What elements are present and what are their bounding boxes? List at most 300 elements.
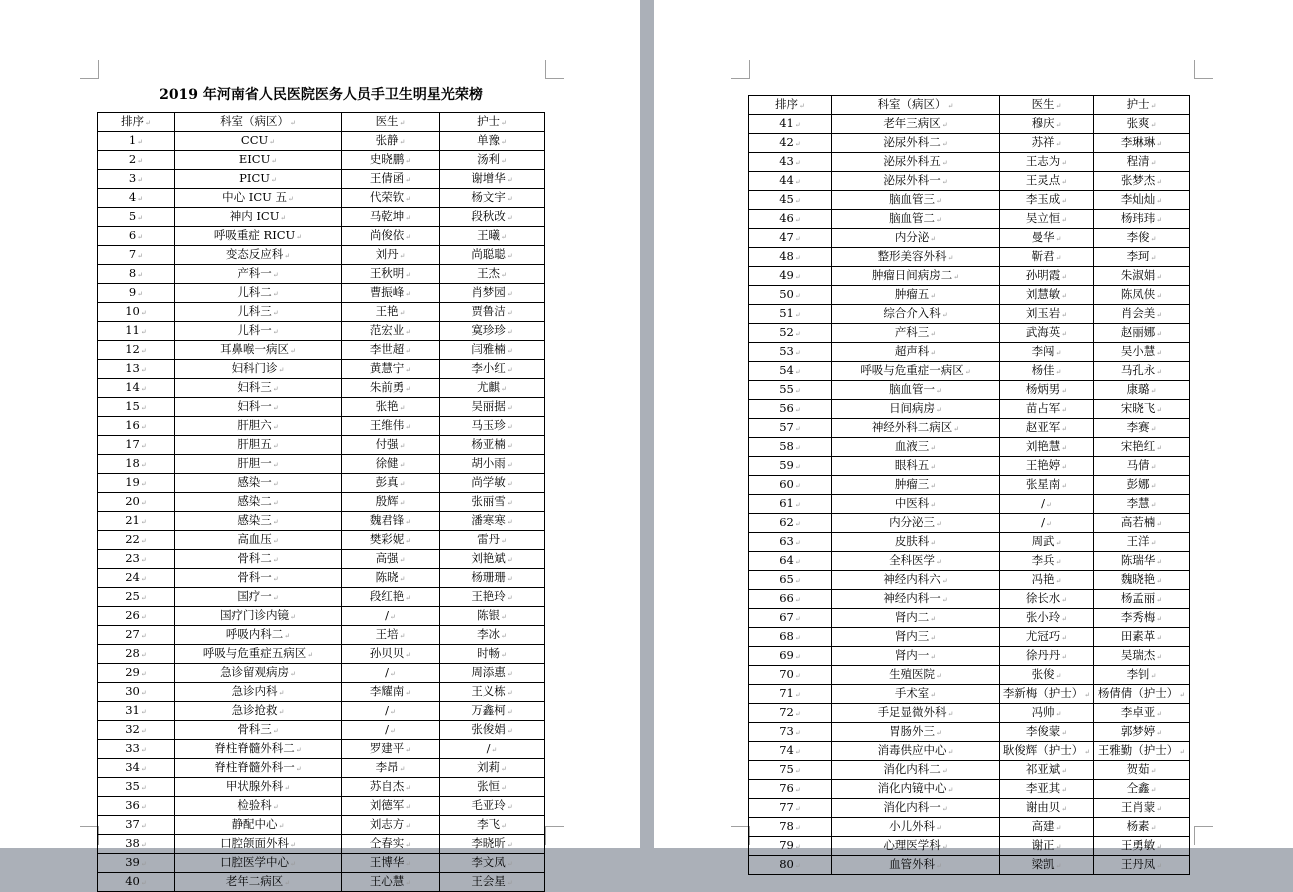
crop-mark [1194,60,1213,79]
cell-nurse: 陈瑞华 ↵ [1094,552,1190,571]
cell-department: 小儿外科 ↵ [832,818,1000,837]
cell-nurse: 李飞 ↵ [440,816,545,835]
cell-doctor: / ↵ [342,702,440,721]
crop-mark [545,826,564,845]
cell-department: 中心 ICU 五 ↵ [175,189,342,208]
cell-department: 老年三病区 ↵ [832,115,1000,134]
cell-index: 47 ↵ [749,229,832,248]
table-row [98,132,545,151]
cell-index: 58 ↵ [749,438,832,457]
document-page-1 [0,0,640,888]
cell-doctor: 史晓鹏 ↵ [342,151,440,170]
table-row [749,647,1190,666]
table-row [749,533,1190,552]
table-row [98,664,545,683]
cell-department: 骨科二 ↵ [175,550,342,569]
cell-index: 53 ↵ [749,343,832,362]
cell-nurse: 王义栋 ↵ [440,683,545,702]
cell-doctor: 冯艳 ↵ [1000,571,1094,590]
cell-doctor: 李世超 ↵ [342,341,440,360]
cell-department: 变态反应科 ↵ [175,246,342,265]
cell-doctor: / ↵ [342,664,440,683]
cell-index: 1 ↵ [98,132,175,151]
table-row [749,666,1190,685]
cell-doctor: 徐丹丹 ↵ [1000,647,1094,666]
cell-department: 急诊抢救 ↵ [175,702,342,721]
cell-doctor: 苏自杰 ↵ [342,778,440,797]
cell-index: 19 ↵ [98,474,175,493]
cell-department: 脊柱脊髓外科二 ↵ [175,740,342,759]
cell-department: 骨科三 ↵ [175,721,342,740]
cell-department: 产科三 ↵ [832,324,1000,343]
cell-doctor: 李俊蒙 ↵ [1000,723,1094,742]
cell-doctor: 王志为 ↵ [1000,153,1094,172]
cell-doctor: 樊彩妮 ↵ [342,531,440,550]
cell-nurse: 马倩 ↵ [1094,457,1190,476]
cell-nurse: 王杰 ↵ [440,265,545,284]
cell-doctor: 孙明霞 ↵ [1000,267,1094,286]
cell-nurse: 贺茹 ↵ [1094,761,1190,780]
cell-nurse: 段秋改 ↵ [440,208,545,227]
table-row [98,151,545,170]
table-row [98,284,545,303]
cell-index: 29 ↵ [98,664,175,683]
cell-nurse: 魏晓艳 ↵ [1094,571,1190,590]
cell-index: 32 ↵ [98,721,175,740]
cell-nurse: 肖梦园 ↵ [440,284,545,303]
cell-department: 消毒供应中心 ↵ [832,742,1000,761]
cell-department: 检验科 ↵ [175,797,342,816]
table-row [98,436,545,455]
cell-department: 消化内镜中心 ↵ [832,780,1000,799]
cell-doctor: 李昂 ↵ [342,759,440,778]
cell-index: 75 ↵ [749,761,832,780]
cell-index: 25 ↵ [98,588,175,607]
cell-nurse: 杨孟丽 ↵ [1094,590,1190,609]
cell-index: 51 ↵ [749,305,832,324]
cell-nurse: 吴丽据 ↵ [440,398,545,417]
table-row [98,512,545,531]
table-row [98,816,545,835]
cell-department: 胃肠外三 ↵ [832,723,1000,742]
cell-department: 中医科 ↵ [832,495,1000,514]
cell-department: 感染三 ↵ [175,512,342,531]
cell-doctor: 张艳 ↵ [342,398,440,417]
cell-department: 综合介入科 ↵ [832,305,1000,324]
cell-index: 44 ↵ [749,172,832,191]
table-row [98,474,545,493]
cell-index: 26 ↵ [98,607,175,626]
table-row [749,343,1190,362]
table-row [98,398,545,417]
cell-index: 14 ↵ [98,379,175,398]
table-row [98,607,545,626]
table-row [98,170,545,189]
cell-doctor: 殷辉 ↵ [342,493,440,512]
cell-index: 62 ↵ [749,514,832,533]
cell-doctor: 李耀南 ↵ [342,683,440,702]
cell-index: 15 ↵ [98,398,175,417]
cell-nurse: 潘寒寒 ↵ [440,512,545,531]
table-row [98,265,545,284]
cell-nurse: 李琳琳 ↵ [1094,134,1190,153]
cell-doctor: 黄慧宁 ↵ [342,360,440,379]
cell-department: 消化内科一 ↵ [832,799,1000,818]
cell-department: 高血压 ↵ [175,531,342,550]
cell-index: 13 ↵ [98,360,175,379]
cell-index: 18 ↵ [98,455,175,474]
cell-department: 内分泌 ↵ [832,229,1000,248]
cell-department: 急诊留观病房 ↵ [175,664,342,683]
cell-index: 56 ↵ [749,400,832,419]
cell-doctor: 杨佳 ↵ [1000,362,1094,381]
table-row [749,609,1190,628]
cell-nurse: 王雅勤（护士） ↵ [1094,742,1190,761]
table-row [98,873,545,892]
table-row [98,645,545,664]
cell-department: 妇科三 ↵ [175,379,342,398]
cell-department: 消化内科二 ↵ [832,761,1000,780]
cell-nurse: 时畅 ↵ [440,645,545,664]
cell-nurse: 陈银 ↵ [440,607,545,626]
cell-index: 70 ↵ [749,666,832,685]
cell-doctor: 尤冠巧 ↵ [1000,628,1094,647]
table-row [98,683,545,702]
cell-department: 肾内二 ↵ [832,609,1000,628]
cell-doctor: 吴立恒 ↵ [1000,210,1094,229]
cell-doctor: 靳君 ↵ [1000,248,1094,267]
cell-department: 呼吸与危重症五病区 ↵ [175,645,342,664]
cell-nurse: 吴小慧 ↵ [1094,343,1190,362]
cell-department: 手术室 ↵ [832,685,1000,704]
table-row [98,493,545,512]
table-row [749,248,1190,267]
crop-mark [545,60,564,79]
cell-department: 耳鼻喉一病区 ↵ [175,341,342,360]
cell-department: 肝胆六 ↵ [175,417,342,436]
cell-department: 妇科一 ↵ [175,398,342,417]
table-row [98,588,545,607]
table-row [98,227,545,246]
cell-nurse: 张丽雪 ↵ [440,493,545,512]
table-row [749,286,1190,305]
cell-nurse: 朱淑娟 ↵ [1094,267,1190,286]
cell-department: 脊柱脊髓外科一 ↵ [175,759,342,778]
cell-department: EICU ↵ [175,151,342,170]
cell-index: 3 ↵ [98,170,175,189]
table-row [749,514,1190,533]
cell-department: 肿瘤三 ↵ [832,476,1000,495]
cell-nurse: 雷丹 ↵ [440,531,545,550]
table-row [749,818,1190,837]
table-row [98,759,545,778]
cell-department: 全科医学 ↵ [832,552,1000,571]
cell-doctor: 谢由贝 ↵ [1000,799,1094,818]
table-row [98,417,545,436]
cell-index: 8 ↵ [98,265,175,284]
cell-doctor: 范宏业 ↵ [342,322,440,341]
cell-index: 60 ↵ [749,476,832,495]
cell-index: 71 ↵ [749,685,832,704]
cell-nurse: 贾鲁洁 ↵ [440,303,545,322]
cell-doctor: 刘德军 ↵ [342,797,440,816]
cell-department: 整形美容外科 ↵ [832,248,1000,267]
cell-department: 神经内科一 ↵ [832,590,1000,609]
cell-department: 肝胆五 ↵ [175,436,342,455]
cell-index: 40 ↵ [98,873,175,892]
cell-nurse: 宋晓飞 ↵ [1094,400,1190,419]
cell-index: 54 ↵ [749,362,832,381]
cell-index: 33 ↵ [98,740,175,759]
honor-roll-table-part-2 [748,95,1190,875]
cell-department: 老年二病区 ↵ [175,873,342,892]
header-doctor: 医生 ↵ [342,113,440,132]
cell-index: 2 ↵ [98,151,175,170]
cell-department: 国疗一 ↵ [175,588,342,607]
table-row [749,191,1190,210]
cell-index: 50 ↵ [749,286,832,305]
cell-index: 20 ↵ [98,493,175,512]
cell-doctor: 张静 ↵ [342,132,440,151]
cell-nurse: 毛亚玲 ↵ [440,797,545,816]
cell-nurse: 康璐 ↵ [1094,381,1190,400]
cell-doctor: 张小玲 ↵ [1000,609,1094,628]
table-row [749,229,1190,248]
cell-department: 呼吸内科二 ↵ [175,626,342,645]
cell-nurse: 单豫 ↵ [440,132,545,151]
cell-index: 61 ↵ [749,495,832,514]
cell-nurse: 王艳玲 ↵ [440,588,545,607]
cell-department: 肾内三 ↵ [832,628,1000,647]
cell-doctor: 李亚其 ↵ [1000,780,1094,799]
cell-department: 呼吸重症 RICU ↵ [175,227,342,246]
cell-doctor: 高强 ↵ [342,550,440,569]
cell-nurse: 尚聪聪 ↵ [440,246,545,265]
cell-doctor: 罗建平 ↵ [342,740,440,759]
cell-nurse: 谢增华 ↵ [440,170,545,189]
cell-nurse: 刘莉 ↵ [440,759,545,778]
cell-doctor: 李闯 ↵ [1000,343,1094,362]
cell-index: 66 ↵ [749,590,832,609]
cell-doctor: 王倩函 ↵ [342,170,440,189]
cell-index: 37 ↵ [98,816,175,835]
cell-nurse: 汤利 ↵ [440,151,545,170]
table-row [749,476,1190,495]
cell-doctor: 王心慧 ↵ [342,873,440,892]
cell-nurse: 闫雅楠 ↵ [440,341,545,360]
cell-nurse: 张爽 ↵ [1094,115,1190,134]
cell-department: 急诊内科 ↵ [175,683,342,702]
cell-department: 肾内一 ↵ [832,647,1000,666]
table-row [98,360,545,379]
cell-doctor: 祁亚斌 ↵ [1000,761,1094,780]
cell-nurse: 王会星 ↵ [440,873,545,892]
cell-department: 儿科三 ↵ [175,303,342,322]
cell-doctor: 张星南 ↵ [1000,476,1094,495]
cell-nurse: 张恒 ↵ [440,778,545,797]
cell-nurse: / ↵ [440,740,545,759]
table-row [749,799,1190,818]
cell-department: 脑血管一 ↵ [832,381,1000,400]
table-row [98,835,545,854]
cell-index: 31 ↵ [98,702,175,721]
cell-nurse: 李珂 ↵ [1094,248,1190,267]
table-row [98,379,545,398]
cell-index: 38 ↵ [98,835,175,854]
table-row [749,761,1190,780]
cell-nurse: 李小红 ↵ [440,360,545,379]
table-row [98,303,545,322]
cell-nurse: 陈凤侠 ↵ [1094,286,1190,305]
table-row [749,780,1190,799]
cell-index: 11 ↵ [98,322,175,341]
cell-department: 神经外科二病区 ↵ [832,419,1000,438]
table-row [98,550,545,569]
header-nurse: 护士 ↵ [1094,96,1190,115]
table-row [98,778,545,797]
cell-doctor: 苗占军 ↵ [1000,400,1094,419]
table-row [98,797,545,816]
table-row [749,685,1190,704]
table-header-row [749,96,1190,115]
table-row [98,189,545,208]
cell-index: 45 ↵ [749,191,832,210]
table-row [749,571,1190,590]
cell-index: 22 ↵ [98,531,175,550]
honor-roll-table-part-1 [97,112,545,892]
cell-doctor: 周武 ↵ [1000,533,1094,552]
table-row [749,590,1190,609]
cell-doctor: 王秋明 ↵ [342,265,440,284]
cell-department: 肿瘤日间病房二 ↵ [832,267,1000,286]
cell-index: 80 ↵ [749,856,832,875]
cell-index: 6 ↵ [98,227,175,246]
cell-nurse: 李慧 ↵ [1094,495,1190,514]
cell-department: 眼科五 ↵ [832,457,1000,476]
cell-doctor: 朱前勇 ↵ [342,379,440,398]
table-row [749,381,1190,400]
cell-doctor: 曹振峰 ↵ [342,284,440,303]
cell-doctor: 段红艳 ↵ [342,588,440,607]
cell-nurse: 李灿灿 ↵ [1094,191,1190,210]
cell-doctor: 赵亚军 ↵ [1000,419,1094,438]
cell-doctor: 刘志方 ↵ [342,816,440,835]
table-row [749,704,1190,723]
header-nurse: 护士 ↵ [440,113,545,132]
cell-doctor: 刘玉岩 ↵ [1000,305,1094,324]
cell-doctor: 耿俊辉（护士） ↵ [1000,742,1094,761]
cell-index: 49 ↵ [749,267,832,286]
cell-doctor: 刘慧敏 ↵ [1000,286,1094,305]
cell-index: 68 ↵ [749,628,832,647]
cell-department: 血管外科 ↵ [832,856,1000,875]
cell-index: 67 ↵ [749,609,832,628]
cell-department: 神内 ICU ↵ [175,208,342,227]
cell-department: 心理医学科 ↵ [832,837,1000,856]
cell-department: 呼吸与危重症一病区 ↵ [832,362,1000,381]
cell-department: 泌尿外科五 ↵ [832,153,1000,172]
table-row [749,115,1190,134]
cell-nurse: 尚学敏 ↵ [440,474,545,493]
table-row [749,742,1190,761]
cell-doctor: / ↵ [342,607,440,626]
cell-doctor: 王灵点 ↵ [1000,172,1094,191]
header-doctor: 医生 ↵ [1000,96,1094,115]
table-row [749,552,1190,571]
cell-doctor: 陈晓 ↵ [342,569,440,588]
cell-index: 30 ↵ [98,683,175,702]
cell-department: 血液三 ↵ [832,438,1000,457]
cell-index: 79 ↵ [749,837,832,856]
cell-doctor: 徐长水 ↵ [1000,590,1094,609]
table-row [749,134,1190,153]
cell-doctor: 张俊 ↵ [1000,666,1094,685]
cell-nurse: 仝鑫 ↵ [1094,780,1190,799]
table-header-row [98,113,545,132]
table-row [98,626,545,645]
header-department: 科室（病区） ↵ [832,96,1000,115]
cell-index: 34 ↵ [98,759,175,778]
cell-doctor: 尚俊依 ↵ [342,227,440,246]
cell-department: 肿瘤五 ↵ [832,286,1000,305]
cell-doctor: 杨炳男 ↵ [1000,381,1094,400]
cell-nurse: 杨亚楠 ↵ [440,436,545,455]
table-row [749,210,1190,229]
cell-department: 泌尿外科二 ↵ [832,134,1000,153]
cell-index: 43 ↵ [749,153,832,172]
cell-nurse: 王肖蒙 ↵ [1094,799,1190,818]
cell-doctor: 武海英 ↵ [1000,324,1094,343]
cell-department: 手足显微外科 ↵ [832,704,1000,723]
table-row [98,569,545,588]
cell-index: 9 ↵ [98,284,175,303]
cell-index: 64 ↵ [749,552,832,571]
cell-index: 74 ↵ [749,742,832,761]
table-row [749,153,1190,172]
cell-doctor: / ↵ [342,721,440,740]
cell-department: 口腔医学中心 ↵ [175,854,342,873]
cell-doctor: 仝春实 ↵ [342,835,440,854]
cell-department: 泌尿外科一 ↵ [832,172,1000,191]
document-page-2 [654,0,1293,871]
cell-nurse: 杨素 ↵ [1094,818,1190,837]
cell-index: 48 ↵ [749,248,832,267]
table-row [98,455,545,474]
cell-index: 69 ↵ [749,647,832,666]
cell-index: 46 ↵ [749,210,832,229]
cell-doctor: 王博华 ↵ [342,854,440,873]
cell-nurse: 杨珊珊 ↵ [440,569,545,588]
table-row [749,723,1190,742]
table-row [98,208,545,227]
cell-doctor: 彭真 ↵ [342,474,440,493]
cell-department: 口腔颌面外科 ↵ [175,835,342,854]
cell-index: 63 ↵ [749,533,832,552]
header-index: 排序 ↵ [749,96,832,115]
cell-nurse: 马孔永 ↵ [1094,362,1190,381]
cell-doctor: 苏祥 ↵ [1000,134,1094,153]
cell-nurse: 胡小雨 ↵ [440,455,545,474]
cell-doctor: 冯帅 ↵ [1000,704,1094,723]
cell-department: 儿科二 ↵ [175,284,342,303]
cell-index: 23 ↵ [98,550,175,569]
table-row [98,531,545,550]
table-row [98,854,545,873]
cell-nurse: 刘艳斌 ↵ [440,550,545,569]
cell-department: 生殖医院 ↵ [832,666,1000,685]
cell-doctor: 穆庆 ↵ [1000,115,1094,134]
cell-index: 28 ↵ [98,645,175,664]
